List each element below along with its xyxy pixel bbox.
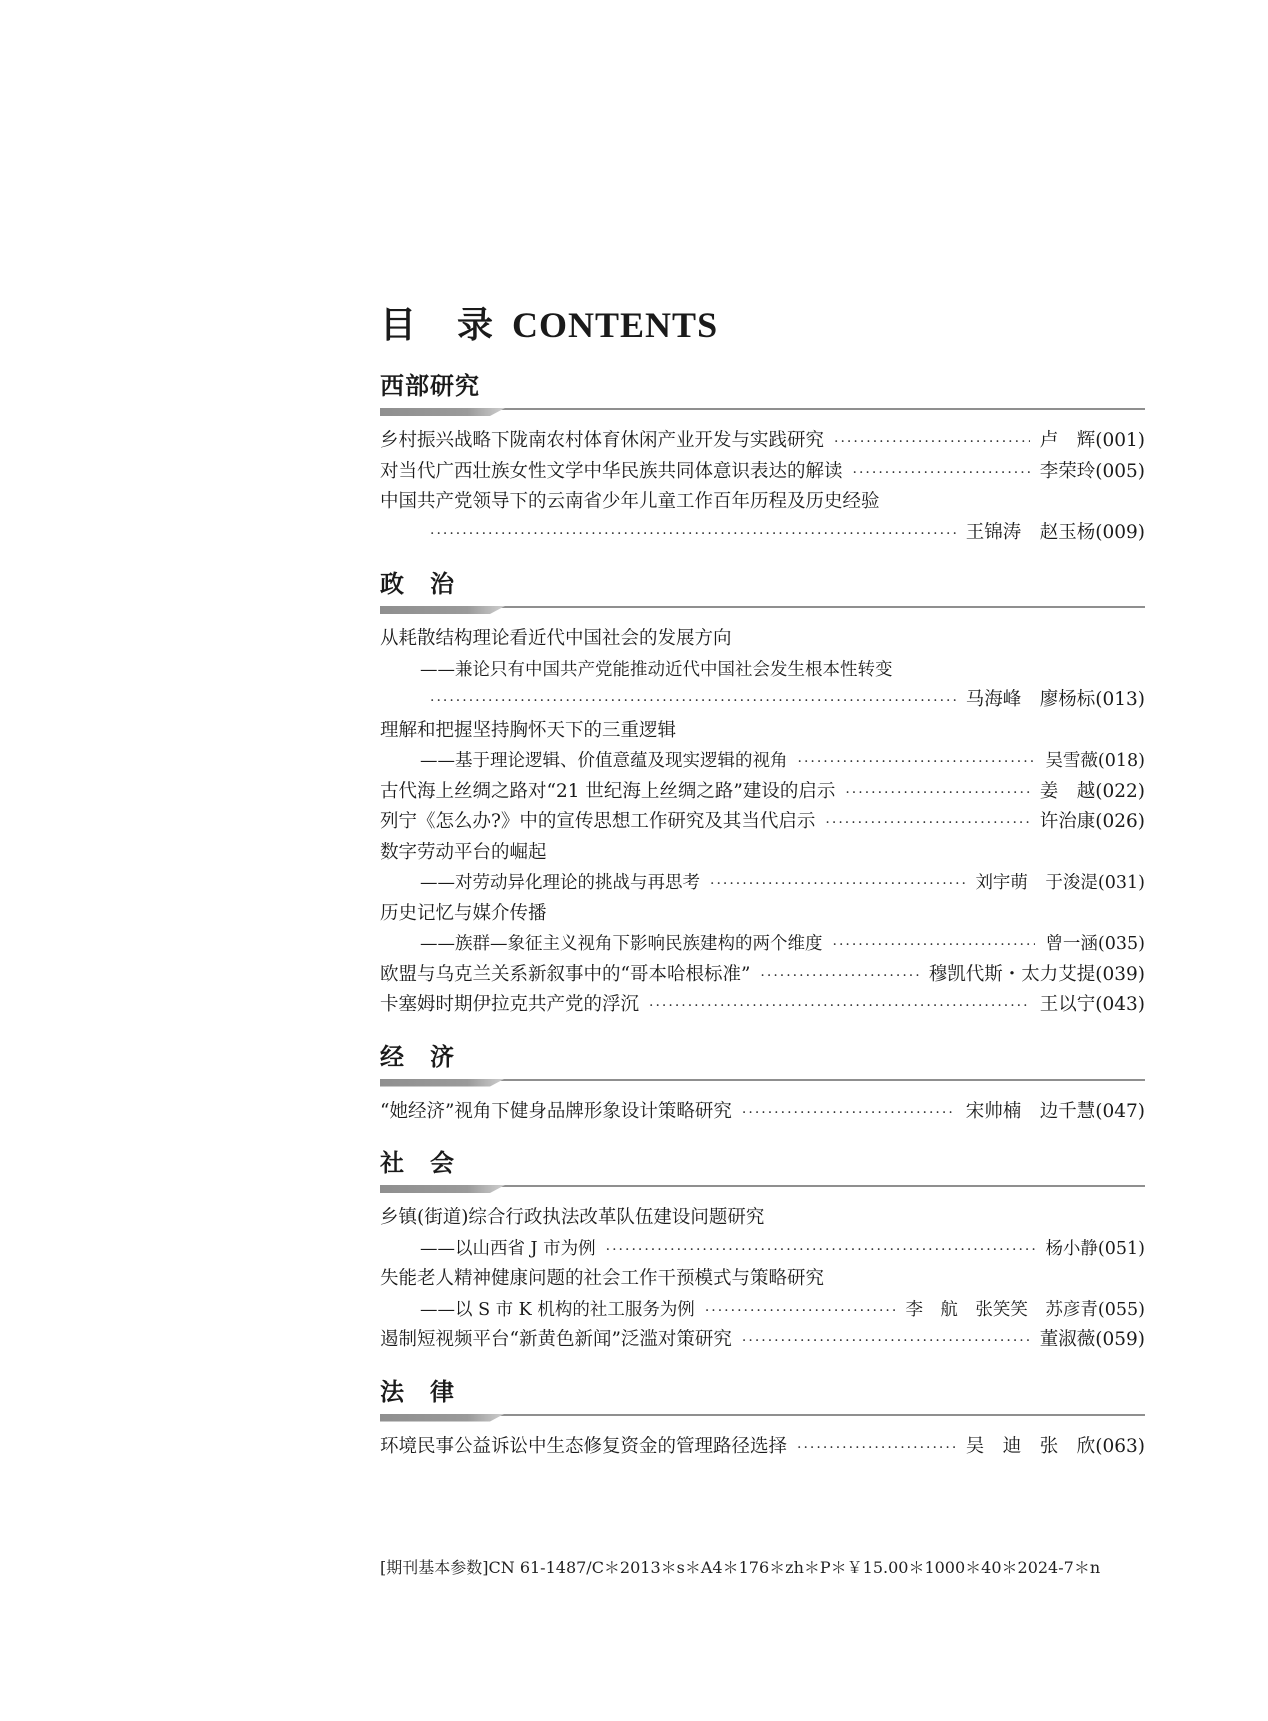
entry-title: 失能老人精神健康问题的社会工作干预模式与策略研究 xyxy=(380,1268,825,1289)
toc-entry[interactable] xyxy=(380,868,1145,899)
section-rule xyxy=(380,602,1145,614)
entry-title: “她经济”视角下健身品牌形象设计策略研究 xyxy=(380,1100,732,1122)
toc-section xyxy=(380,368,1145,548)
entry-title: 乡村振兴战略下陇南农村体育休闲产业开发与实践研究 xyxy=(380,430,825,451)
entry-author-page: 王以宁(043) xyxy=(1039,994,1145,1015)
toc-sections xyxy=(380,368,1145,1462)
page-title xyxy=(380,300,1145,350)
toc-entry[interactable] xyxy=(380,655,1145,686)
leader-dots xyxy=(705,1296,896,1327)
toc-entry[interactable] xyxy=(380,807,1145,838)
toc-section xyxy=(380,1374,1145,1463)
entry-title: 数字劳动平台的崛起 xyxy=(380,841,547,863)
contents-page xyxy=(380,300,1145,1480)
leader-dots xyxy=(606,1235,1036,1266)
toc-entry[interactable] xyxy=(380,1264,1145,1295)
title-zh-1: 目 xyxy=(380,305,418,345)
leader-dots xyxy=(649,991,1030,1022)
entry-author-page: 姜 越(022) xyxy=(1039,780,1145,802)
toc-entry[interactable] xyxy=(380,716,1145,747)
entry-title: 理解和把握坚持胸怀天下的三重逻辑 xyxy=(380,719,677,741)
entry-author-page: 许治康(026) xyxy=(1039,811,1145,832)
entry-title: 对当代广西壮族女性文学中华民族共同体意识表达的解读 xyxy=(380,460,843,482)
toc-entry[interactable] xyxy=(380,518,1145,549)
leader-dots xyxy=(797,1433,956,1464)
toc-entry[interactable] xyxy=(380,457,1145,488)
toc-entry[interactable] xyxy=(380,929,1145,960)
toc-entry[interactable] xyxy=(380,990,1145,1021)
entry-title: 中国共产党领导下的云南省少年儿童工作百年历程及历史经验 xyxy=(380,491,880,512)
entry-author-page: 宋帅楠 边千慧(047) xyxy=(965,1100,1145,1122)
entry-author-page: 杨小静(051) xyxy=(1045,1238,1145,1259)
entry-title: 历史记忆与媒介传播 xyxy=(380,902,547,924)
entry-title: 卡塞姆时期伊拉克共产党的浮沉 xyxy=(380,994,640,1015)
toc-entry[interactable] xyxy=(380,746,1145,777)
entry-author-page: 吴雪薇(018) xyxy=(1045,751,1145,771)
entry-title: 列宁《怎么办?》中的宣传思想工作研究及其当代启示 xyxy=(380,811,816,832)
entry-author-page: 董淑薇(059) xyxy=(1039,1329,1145,1350)
title-zh-2: 录 xyxy=(457,305,495,345)
toc-entry[interactable] xyxy=(380,899,1145,930)
entry-title: 从耗散结构理论看近代中国社会的发展方向 xyxy=(380,628,732,649)
toc-entry[interactable] xyxy=(380,1295,1145,1326)
section-rule xyxy=(380,1075,1145,1087)
entry-title: ——基于理论逻辑、价值意蕴及现实逻辑的视角 xyxy=(420,751,788,771)
section-rule xyxy=(380,1181,1145,1193)
leader-dots xyxy=(834,427,1030,458)
entry-author-page: 马海峰 廖杨标(013) xyxy=(965,689,1145,710)
leader-dots xyxy=(825,808,1029,839)
section-heading: 政 治 xyxy=(380,570,455,598)
leader-dots xyxy=(430,686,956,717)
section-heading: 社 会 xyxy=(380,1149,455,1177)
leader-dots xyxy=(742,1326,1030,1357)
section-rule xyxy=(380,404,1145,416)
section-heading: 经 济 xyxy=(380,1042,455,1071)
leader-dots xyxy=(742,1098,956,1129)
entry-title: 古代海上丝绸之路对“21 世纪海上丝绸之路”建设的启示 xyxy=(380,780,836,802)
entry-author-page: 李 航 张笑笑 苏彦青(055) xyxy=(905,1299,1145,1320)
entry-title: ——族群—象征主义视角下影响民族建构的两个维度 xyxy=(420,934,823,954)
leader-dots xyxy=(833,930,1036,961)
title-en: CONTENTS xyxy=(512,305,719,345)
toc-entry[interactable] xyxy=(380,624,1145,655)
entry-title: 欧盟与乌克兰关系新叙事中的“哥本哈根标准” xyxy=(380,963,751,985)
section-rule xyxy=(380,1410,1145,1422)
entry-author-page: 吴 迪 张 欣(063) xyxy=(965,1435,1145,1457)
journal-parameters: [期刊基本参数]CN 61-1487/C＊2013＊s＊A4＊176＊zh＊P＊￥15.00＊1000＊40＊2024-7＊n xyxy=(380,1558,1101,1577)
entry-author-page: 穆凯代斯・太力艾提(039) xyxy=(928,963,1145,985)
entry-title: ——对劳动异化理论的挑战与再思考 xyxy=(420,873,700,893)
entry-title: ——以山西省 J 市为例 xyxy=(420,1238,596,1259)
leader-dots xyxy=(845,778,1029,809)
entry-title: 遏制短视频平台“新黄色新闻”泛滥对策研究 xyxy=(380,1329,732,1350)
section-heading: 法 律 xyxy=(380,1377,455,1406)
toc-entry[interactable] xyxy=(380,838,1145,869)
toc-entry[interactable] xyxy=(380,487,1145,518)
entry-author-page: 曾一涵(035) xyxy=(1045,934,1145,954)
entry-author-page: 刘宇萌 于浚湜(031) xyxy=(975,873,1145,893)
leader-dots xyxy=(798,747,1036,778)
toc-section xyxy=(380,1145,1145,1356)
leader-dots xyxy=(710,869,965,900)
leader-dots xyxy=(853,458,1030,489)
leader-dots xyxy=(430,519,956,550)
toc-entry[interactable] xyxy=(380,1432,1145,1463)
entry-author-page: 卢 辉(001) xyxy=(1039,430,1145,451)
toc-section xyxy=(380,1039,1145,1128)
entry-title: ——兼论只有中国共产党能推动近代中国社会发生根本性转变 xyxy=(420,659,893,680)
toc-entry[interactable] xyxy=(380,426,1145,457)
entry-author-page: 王锦涛 赵玉杨(009) xyxy=(965,521,1145,543)
toc-entry[interactable] xyxy=(380,1234,1145,1265)
toc-entry[interactable] xyxy=(380,960,1145,991)
leader-dots xyxy=(760,961,918,992)
toc-section xyxy=(380,566,1145,1021)
entry-title: 环境民事公益诉讼中生态修复资金的管理路径选择 xyxy=(380,1435,788,1457)
entry-title: 乡镇(街道)综合行政执法改革队伍建设问题研究 xyxy=(380,1207,765,1228)
toc-entry[interactable] xyxy=(380,1325,1145,1356)
section-heading: 西部研究 xyxy=(380,372,480,400)
entry-title: ——以 S 市 K 机构的社工服务为例 xyxy=(420,1299,695,1320)
toc-entry[interactable] xyxy=(380,1203,1145,1234)
toc-entry[interactable] xyxy=(380,777,1145,808)
toc-entry[interactable] xyxy=(380,685,1145,716)
entry-author-page: 李荣玲(005) xyxy=(1039,460,1145,482)
toc-entry[interactable] xyxy=(380,1097,1145,1128)
